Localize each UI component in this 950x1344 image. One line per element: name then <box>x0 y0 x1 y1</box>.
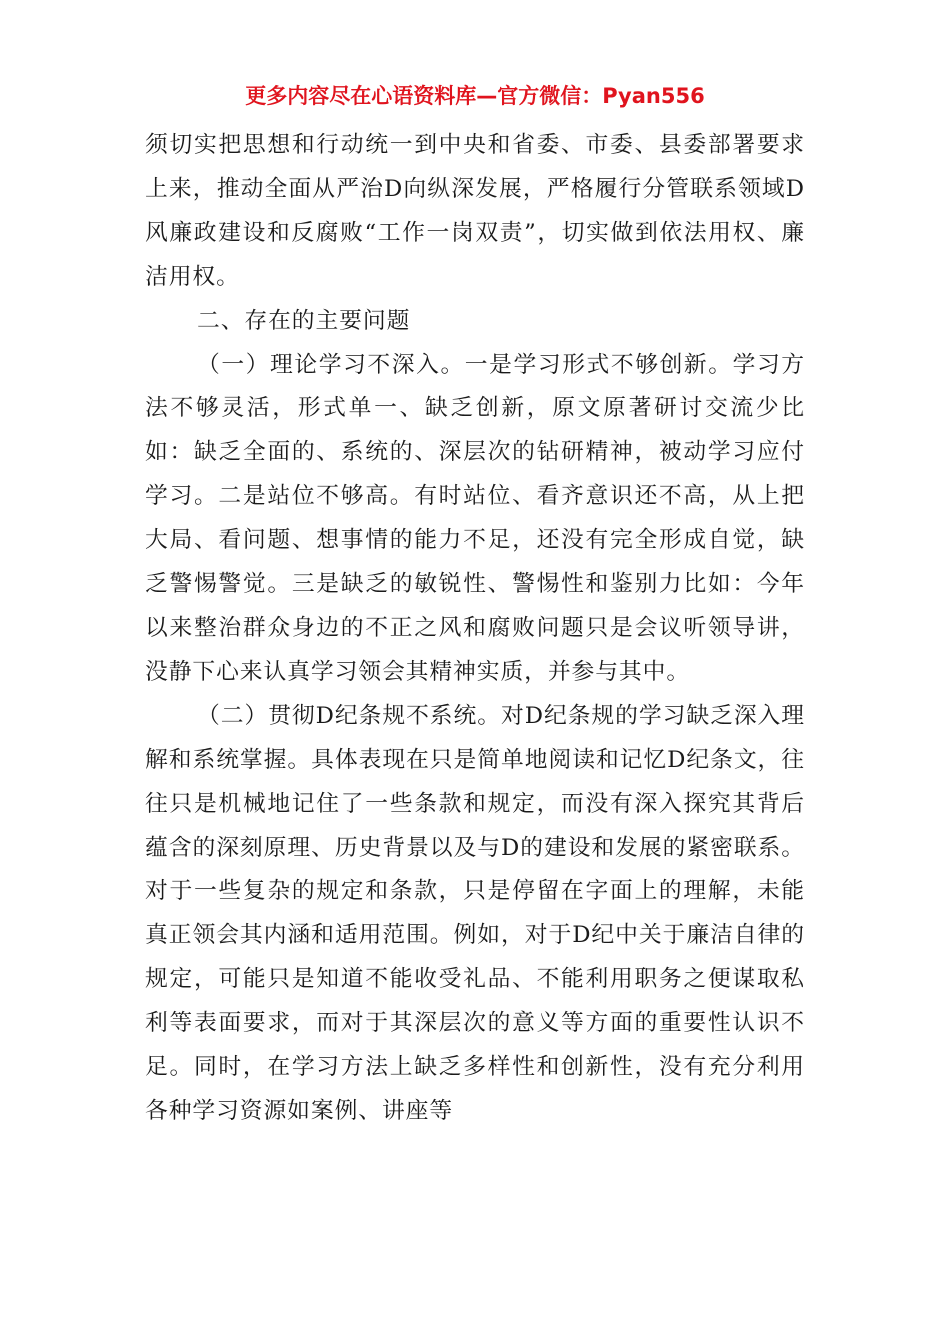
promo-banner: 更多内容尽在心语资料库—官方微信：Pyan556 <box>245 84 705 108</box>
document-body <box>145 124 805 1134</box>
paragraph-theory-study: （一）理论学习不深入。一是学习形式不够创新。学习方法不够灵活，形式单一、缺乏创新，原文原著研讨交流少比如：缺乏全面的、系统的、深层次的钻研精神，被动学习应付学习。二是站位不够高。有时站位、看齐意识还不高，从上把大局、看问题、想事情的能力不足，还没有完全形成自觉，缺乏警惕警觉。三是缺乏的敏锐性、警惕性和鉴别力比如：今年以来整治群众身边的不正之风和腐败问题只是会议听领导讲，没静下心来认真学习领会其精神实质，并参与其中。 <box>145 351 805 685</box>
paragraph-discipline-rules: （二）贯彻D纪条规不系统。对D纪条规的学习缺乏深入理解和系统掌握。具体表现在只是简单地阅读和记忆D纪条文，往往只是机械地记住了一些条款和规定，而没有深入探究其背后蕴含的深刻原理、历史背景以及与D的建设和发展的紧密联系。对于一些复杂的规定和条款，只是停留在字面上的理解，未能真正领会其内涵和适用范围。例如，对于D纪中关于廉洁自律的规定，可能只是知道不能收受礼品、不能利用职务之便谋取私利等表面要求，而对于其深层次的意义等方面的重要性认识不足。同时，在学习方法上缺乏多样性和创新性，没有充分利用各种学习资源如案例、讲座等 <box>145 702 805 1124</box>
paragraph-continuation: 须切实把思想和行动统一到中央和省委、市委、县委部署要求上来，推动全面从严治D向纵深发展，严格履行分管联系领域D风廉政建设和反腐败“工作一岗双责”，切实做到依法用权、廉洁用权。 <box>145 132 805 290</box>
section-heading: 二、存在的主要问题 <box>197 307 411 334</box>
